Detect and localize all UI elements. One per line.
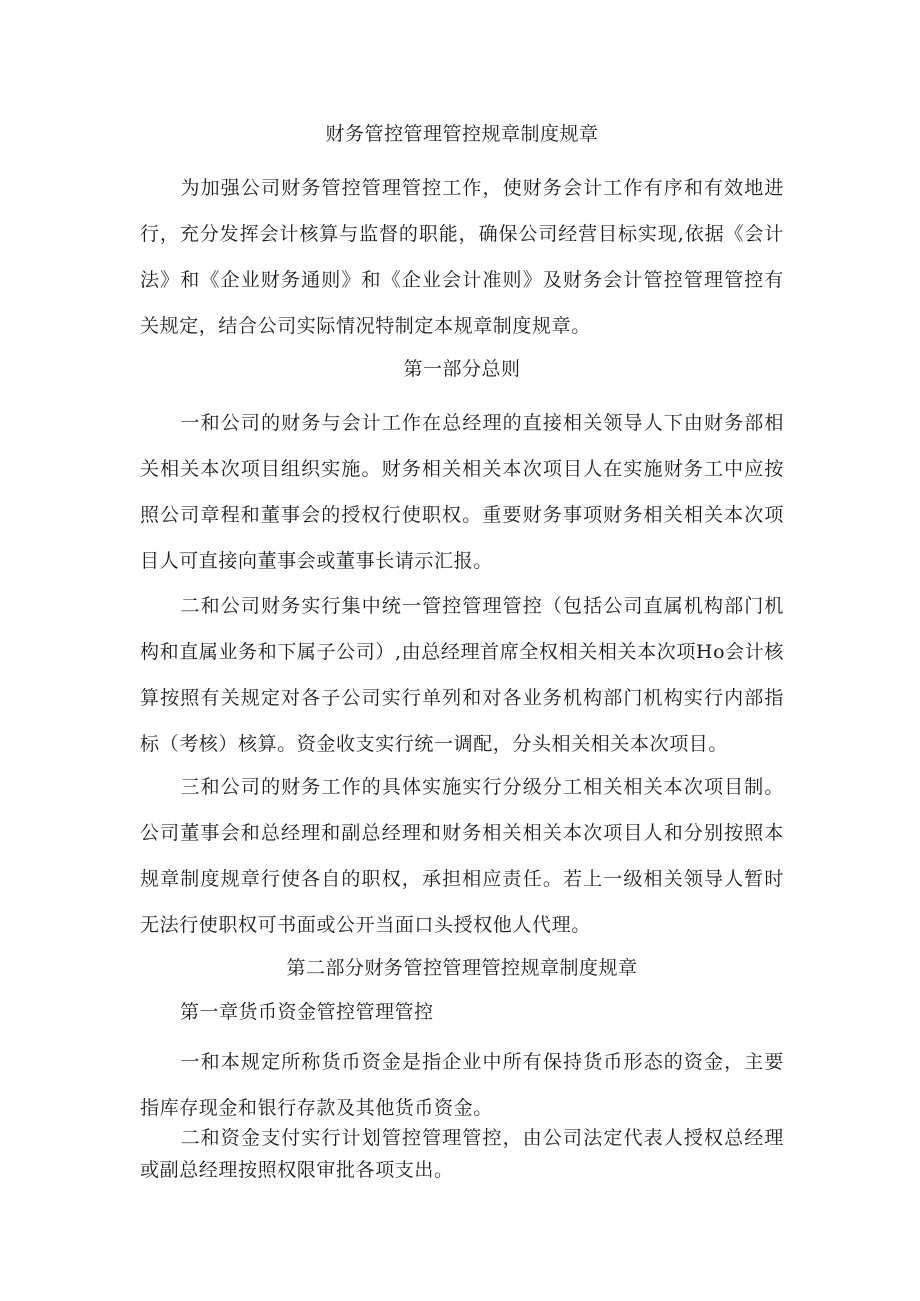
chapter1-paragraph-1-text: 一和本规定所称货币资金是指企业中所有保持货币形态的资金，主要指库存现金和银行存款及其他货币资金。 [140, 1051, 784, 1119]
part1-paragraph-1-text: 一和公司的财务与会计工作在总经理的直接相关领导人下由财务部相关相关本次项目组织实施。财务相关相关本次项目人在实施财务工中应按照公司章程和董事会的授权行使职权。重要财务事项财务相关相关本次项目人可直接向董事会或董事长请示汇报。 [140, 412, 784, 572]
part1-heading: 第一部分总则 [403, 358, 521, 380]
intro-text: 为加强公司财务管控管理管控工作，使财务会计工作有序和有效地进行，充分发挥会计核算与监督的职能，确保公司经营目标实现,依据《会计法》和《企业财务通则》和《企业会计准则》及财务会计管控管理管控有关规定，结合公司实际情况特制定本规章制度规章。 [140, 177, 784, 337]
part1-paragraph-1 [140, 400, 784, 584]
part1-paragraph-3 [140, 764, 784, 948]
chapter1-paragraph-2 [140, 1122, 784, 1186]
intro-paragraph [140, 165, 784, 349]
chapter1-paragraph-2-text: 二和资金支付实行计划管控管理管控，由公司法定代表人授权总经理或副总经理按照权限审批各项支出。 [140, 1127, 784, 1181]
chapter1-heading: 第一章货币资金管控管理管控 [180, 1001, 434, 1023]
chapter1-paragraph-1 [140, 1039, 784, 1131]
part1-paragraph-3-text: 三和公司的财务工作的具体实施实行分级分工相关相关本次项目制。公司董事会和总经理和副总经理和财务相关相关本次项目人和分别按照本规章制度规章行使各自的职权，承担相应责任。若上一级相关领导人暂时无法行使职权可书面或公开当面口头授权他人代理。 [140, 776, 784, 936]
part1-paragraph-2 [140, 583, 784, 767]
document-title: 财务管控管理管控规章制度规章 [325, 123, 599, 145]
part2-heading: 第二部分财务管控管理管控规章制度规章 [286, 957, 638, 979]
part1-paragraph-2-text: 二和公司财务实行集中统一管控管理管控（包括公司直属机构部门机构和直属业务和下属子公司）,由总经理首席全权相关相关本次项Ho会计核算按照有关规定对各子公司实行单列和对各业务机构部门机构实行内部指标（考核）核算。资金收支实行统一调配，分头相关相关本次项目。 [140, 595, 784, 755]
